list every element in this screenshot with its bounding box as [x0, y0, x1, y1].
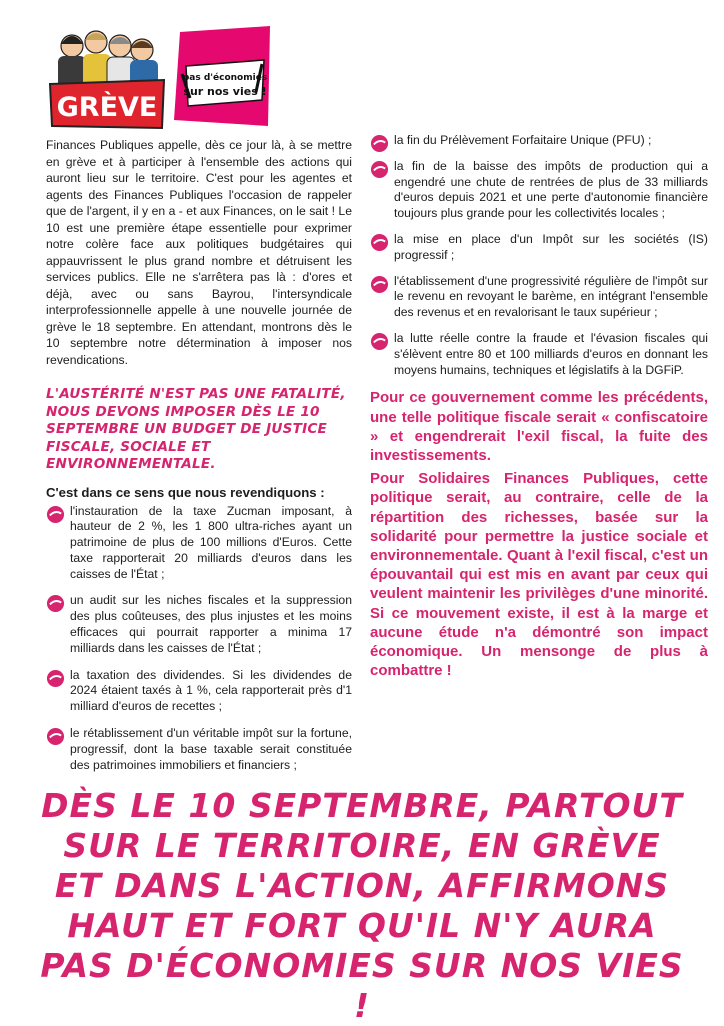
bullet-icon [46, 727, 65, 746]
left-column [46, 137, 352, 784]
bullet-icon [46, 594, 65, 613]
pas-logo-line1: pas d'économies [182, 73, 268, 83]
list-item [370, 133, 708, 149]
right-column [370, 133, 708, 680]
list-item-text: l'instauration de la taxe Zucman imposant, à hauteur de 2 %, les 1 800 ultra-riches ayant un patrimoine de plus de 100 millions d'Euros. Cette taxe rapporterait 20 milliards d'euros dans les caisses de l'État ; [70, 503, 352, 581]
list-item [370, 159, 708, 222]
list-item [370, 274, 708, 321]
list-item-text: la mise en place d'un Impôt sur les sociétés (IS) progressif ; [394, 231, 708, 262]
bullet-icon [46, 505, 65, 524]
list-item [46, 726, 352, 773]
list-item-text: un audit sur les niches fiscales et la suppression des plus coûteuses, des plus injustes et les moins efficaces qui pourrait rapporter a minima 17 milliards dans les caisses de l'État ; [70, 593, 352, 655]
list-item [46, 668, 352, 715]
bullet-icon [370, 332, 389, 351]
intro-paragraph: Finances Publiques appelle, dès ce jour là, à se mettre en grève et à participer à l'ensemble des actions qui auront lieu sur le territoire. C'est pour les agentes et agents des Finances Publiques l'occasion de rappeler que de l'argent, il y en a - et aux Finances, on le sait ! Le 10 est une première étape essentielle pour exprimer notre colère face aux politiques budgétaires qui appauvrissent le plus grand nombre et détruisent les services publics. Elle ne s'arrêtera pas là : d'ores et déjà, avec ou sans Bayrou, l'intersyndicale interprofessionnelle appelle à une nouvelle journée de grève le 18 septembre. En attendant, montrons dès le 10 septembre notre détermination à imposer nos revendications. [46, 138, 352, 367]
list-item-text: le rétablissement d'un véritable impôt sur la fortune, progressif, dont la base taxable serait constituée des patrimoines immobiliers et financiers ; [70, 726, 352, 772]
pas-logo-line2: sur nos vies ! [183, 85, 267, 98]
closing-slogan: DÈS LE 10 SEPTEMBRE, PARTOUT SUR LE TERRITOIRE, EN GRÈVE ET DANS L'ACTION, AFFIRMONS HAUT ET FORT QU'IL N'Y AURA PAS D'ÉCONOMIES SUR NOS VIES ! [40, 786, 684, 1025]
right-demands-list [370, 133, 708, 378]
bullet-icon [370, 160, 389, 179]
pas-economies-logo [172, 26, 275, 126]
list-item-text: la lutte réelle contre la fraude et l'évasion fiscales qui s'élèvent entre 80 et 100 milliards d'euros en donnant les moyens humains, techniques et législatifs à la DGFiP. [394, 330, 708, 377]
greve-logo-text: GRÈVE [56, 92, 158, 123]
list-item [370, 331, 708, 378]
list-item-text: la taxation des dividendes. Si les dividendes de 2024 étaient taxés à 1 %, cela rapporterait près d'1 milliard d'euros de recettes ; [70, 667, 352, 714]
claim-intro: C'est dans ce sens que nous revendiquons : [46, 484, 325, 500]
bullet-icon [370, 275, 389, 294]
list-item-text: la fin du Prélèvement Forfaitaire Unique (PFU) ; [394, 133, 652, 147]
solidaires-paragraph: Pour Solidaires Finances Publiques, cette politique serait, au contraire, celle de la répartition des richesses, basée sur la solidarité pour permettre la justice sociale et environnementale. Quant à l'exil fiscal, c'est un épouvantail qui est mis en avant par ceux qui veulent maintenir les privilèges d'une minorité. Si ce mouvement existe, il est à la marge et aucune étude n'a démontré son impact économique. Un mensonge de plus à combattre ! [370, 470, 708, 680]
bullet-icon [370, 134, 389, 153]
list-item [46, 593, 352, 656]
list-item-text: la fin de la baisse des impôts de production qui a engendré une chute de rentrées de plus de 33 milliards d'euros depuis 2021 et une perte d'autonomie financière toujours plus grande pour les collectivités locales ; [394, 158, 708, 221]
bullet-icon [46, 669, 65, 688]
government-paragraph: Pour ce gouvernement comme les précédents, une telle politique fiscale serait « confiscatoire » et engendrerait l'exil fiscal, la fuite des investissements. [370, 389, 708, 464]
list-item-text: l'établissement d'une progressivité régulière de l'impôt sur le revenu en revoyant le barème, en intégrant l'ensemble des revenus et en revalorisant le taux supérieur ; [394, 273, 708, 320]
left-demands-list [46, 504, 352, 774]
list-item [370, 232, 708, 264]
bullet-icon [370, 233, 389, 252]
austerity-heading: L'AUSTÉRITÉ N'EST PAS UNE FATALITÉ, NOUS DEVONS IMPOSER DÈS LE 10 SEPTEMBRE UN BUDGET DE JUSTICE FISCALE, SOCIALE ET ENVIRONNEMENTALE. [46, 386, 346, 472]
greve-logo [46, 24, 168, 130]
list-item [46, 504, 352, 583]
